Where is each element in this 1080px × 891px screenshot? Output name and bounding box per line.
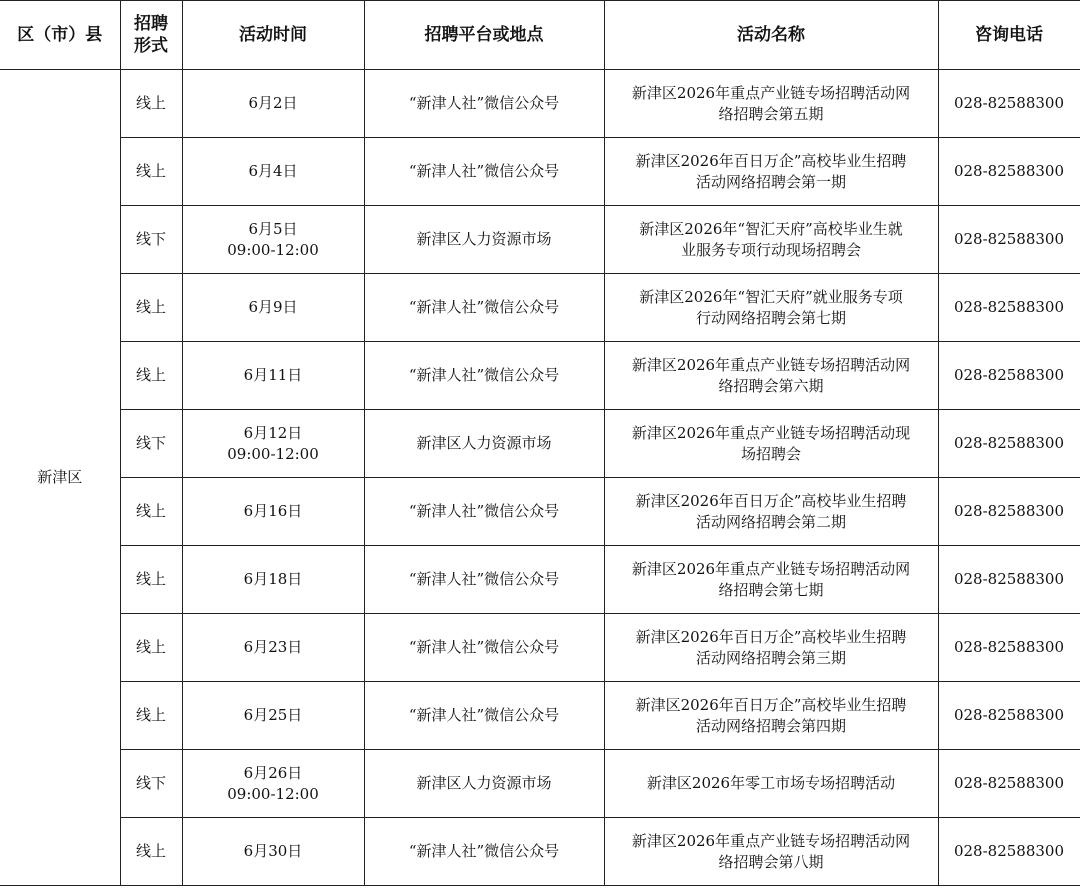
activity-name-line: 新津区2026年百日万企”高校毕业生招聘 (635, 627, 907, 646)
phone-cell: 028-82588300 (938, 750, 1080, 818)
time-cell (182, 682, 364, 750)
hours-text: 09:00-12:00 (227, 240, 319, 259)
activity-name-cell (604, 546, 938, 614)
mode-cell: 线上 (120, 70, 182, 138)
activity-name-cell (604, 614, 938, 682)
time-cell (182, 138, 364, 206)
phone-cell: 028-82588300 (938, 682, 1080, 750)
date-text: 6月4日 (248, 162, 298, 180)
time-cell (182, 546, 364, 614)
phone-cell: 028-82588300 (938, 70, 1080, 138)
time-cell (182, 410, 364, 478)
mode-cell: 线下 (120, 206, 182, 274)
activity-name-cell (604, 682, 938, 750)
place-cell: “新津人社”微信公众号 (364, 274, 604, 342)
header-place: 招聘平台或地点 (364, 1, 604, 70)
place-cell: “新津人社”微信公众号 (364, 818, 604, 886)
activity-name-line: 活动网络招聘会第三期 (695, 648, 846, 667)
place-cell: “新津人社”微信公众号 (364, 682, 604, 750)
mode-cell: 线上 (120, 546, 182, 614)
activity-name-line: 业服务专项行动现场招聘会 (680, 240, 861, 259)
activity-name-line: 活动网络招聘会第四期 (695, 716, 846, 735)
activity-name-line: 络招聘会第七期 (718, 580, 824, 599)
phone-cell: 028-82588300 (938, 818, 1080, 886)
activity-name-cell (604, 70, 938, 138)
mode-cell: 线上 (120, 138, 182, 206)
header-name: 活动名称 (604, 1, 938, 70)
header-district: 区（市）县 (0, 1, 120, 70)
activity-name-line: 新津区2026年百日万企”高校毕业生招聘 (635, 491, 907, 510)
table-body (0, 70, 1080, 886)
phone-cell: 028-82588300 (938, 410, 1080, 478)
date-text: 6月16日 (243, 502, 303, 520)
activity-name-line: 新津区2026年重点产业链专场招聘活动网 (631, 83, 911, 102)
place-cell: “新津人社”微信公众号 (364, 138, 604, 206)
activity-name-line: 新津区2026年“智汇天府”高校毕业生就 (639, 219, 903, 238)
activity-name-cell (604, 478, 938, 546)
phone-cell: 028-82588300 (938, 478, 1080, 546)
time-cell (182, 342, 364, 410)
activity-name-line: 新津区2026年重点产业链专场招聘活动现 (631, 423, 911, 442)
table-row (0, 206, 1080, 274)
phone-cell: 028-82588300 (938, 614, 1080, 682)
header-mode-line1: 招聘 (134, 14, 168, 34)
hours-text: 09:00-12:00 (227, 444, 319, 463)
date-text: 6月12日 (243, 423, 303, 442)
date-text: 6月23日 (243, 638, 303, 656)
date-text: 6月25日 (243, 706, 303, 724)
date-text: 6月2日 (248, 94, 298, 112)
mode-cell: 线上 (120, 478, 182, 546)
activity-name-line: 新津区2026年百日万企”高校毕业生招聘 (635, 151, 907, 170)
activity-name-cell (604, 410, 938, 478)
place-cell: “新津人社”微信公众号 (364, 546, 604, 614)
time-cell (182, 750, 364, 818)
activity-name-line: 络招聘会第六期 (718, 376, 824, 395)
header-row (0, 1, 1080, 70)
place-cell: 新津区人力资源市场 (364, 206, 604, 274)
place-cell: “新津人社”微信公众号 (364, 614, 604, 682)
table-row (0, 818, 1080, 886)
table-row (0, 546, 1080, 614)
table-row (0, 274, 1080, 342)
phone-cell: 028-82588300 (938, 342, 1080, 410)
table-row (0, 70, 1080, 138)
date-text: 6月18日 (243, 570, 303, 588)
table-row (0, 410, 1080, 478)
mode-cell: 线上 (120, 342, 182, 410)
table-row (0, 750, 1080, 818)
mode-cell: 线上 (120, 274, 182, 342)
activity-name-line: 活动网络招聘会第一期 (695, 172, 846, 191)
mode-cell: 线下 (120, 750, 182, 818)
activity-name-cell (604, 138, 938, 206)
activity-name-cell (604, 818, 938, 886)
activity-name-cell (604, 274, 938, 342)
phone-cell: 028-82588300 (938, 206, 1080, 274)
time-cell (182, 70, 364, 138)
activity-name-cell (604, 342, 938, 410)
place-cell: 新津区人力资源市场 (364, 750, 604, 818)
activity-name-line: 新津区2026年零工市场专场招聘活动 (646, 774, 896, 792)
time-cell (182, 818, 364, 886)
table-row (0, 614, 1080, 682)
activity-name-cell (604, 206, 938, 274)
district-cell: 新津区 (0, 70, 120, 886)
place-cell: “新津人社”微信公众号 (364, 478, 604, 546)
date-text: 6月9日 (248, 298, 298, 316)
hours-text: 09:00-12:00 (227, 784, 319, 803)
place-cell: “新津人社”微信公众号 (364, 342, 604, 410)
activity-name-line: 新津区2026年重点产业链专场招聘活动网 (631, 831, 911, 850)
date-text: 6月11日 (243, 366, 303, 384)
header-mode (120, 1, 182, 70)
place-cell: 新津区人力资源市场 (364, 410, 604, 478)
header-phone: 咨询电话 (938, 1, 1080, 70)
date-text: 6月30日 (243, 842, 303, 860)
activity-name-cell (604, 750, 938, 818)
time-cell (182, 206, 364, 274)
mode-cell: 线下 (120, 410, 182, 478)
time-cell (182, 274, 364, 342)
activity-name-line: 新津区2026年“智汇天府”就业服务专项 (639, 287, 903, 306)
table-row (0, 138, 1080, 206)
mode-cell: 线上 (120, 682, 182, 750)
activity-name-line: 新津区2026年百日万企”高校毕业生招聘 (635, 695, 907, 714)
mode-cell: 线上 (120, 614, 182, 682)
table-row (0, 682, 1080, 750)
activity-name-line: 活动网络招聘会第二期 (695, 512, 846, 531)
activity-name-line: 络招聘会第五期 (718, 104, 824, 123)
date-text: 6月26日 (243, 763, 303, 782)
header-mode-line2: 形式 (134, 36, 168, 56)
mode-cell: 线上 (120, 818, 182, 886)
activity-name-line: 行动网络招聘会第七期 (695, 308, 846, 327)
activity-name-line: 新津区2026年重点产业链专场招聘活动网 (631, 355, 911, 374)
activity-name-line: 场招聘会 (740, 444, 801, 463)
header-time: 活动时间 (182, 1, 364, 70)
phone-cell: 028-82588300 (938, 546, 1080, 614)
activity-name-line: 新津区2026年重点产业链专场招聘活动网 (631, 559, 911, 578)
phone-cell: 028-82588300 (938, 274, 1080, 342)
activity-name-line: 络招聘会第八期 (718, 852, 824, 871)
phone-cell: 028-82588300 (938, 138, 1080, 206)
table-row (0, 478, 1080, 546)
date-text: 6月5日 (248, 219, 298, 238)
time-cell (182, 614, 364, 682)
table-row (0, 342, 1080, 410)
place-cell: “新津人社”微信公众号 (364, 70, 604, 138)
time-cell (182, 478, 364, 546)
